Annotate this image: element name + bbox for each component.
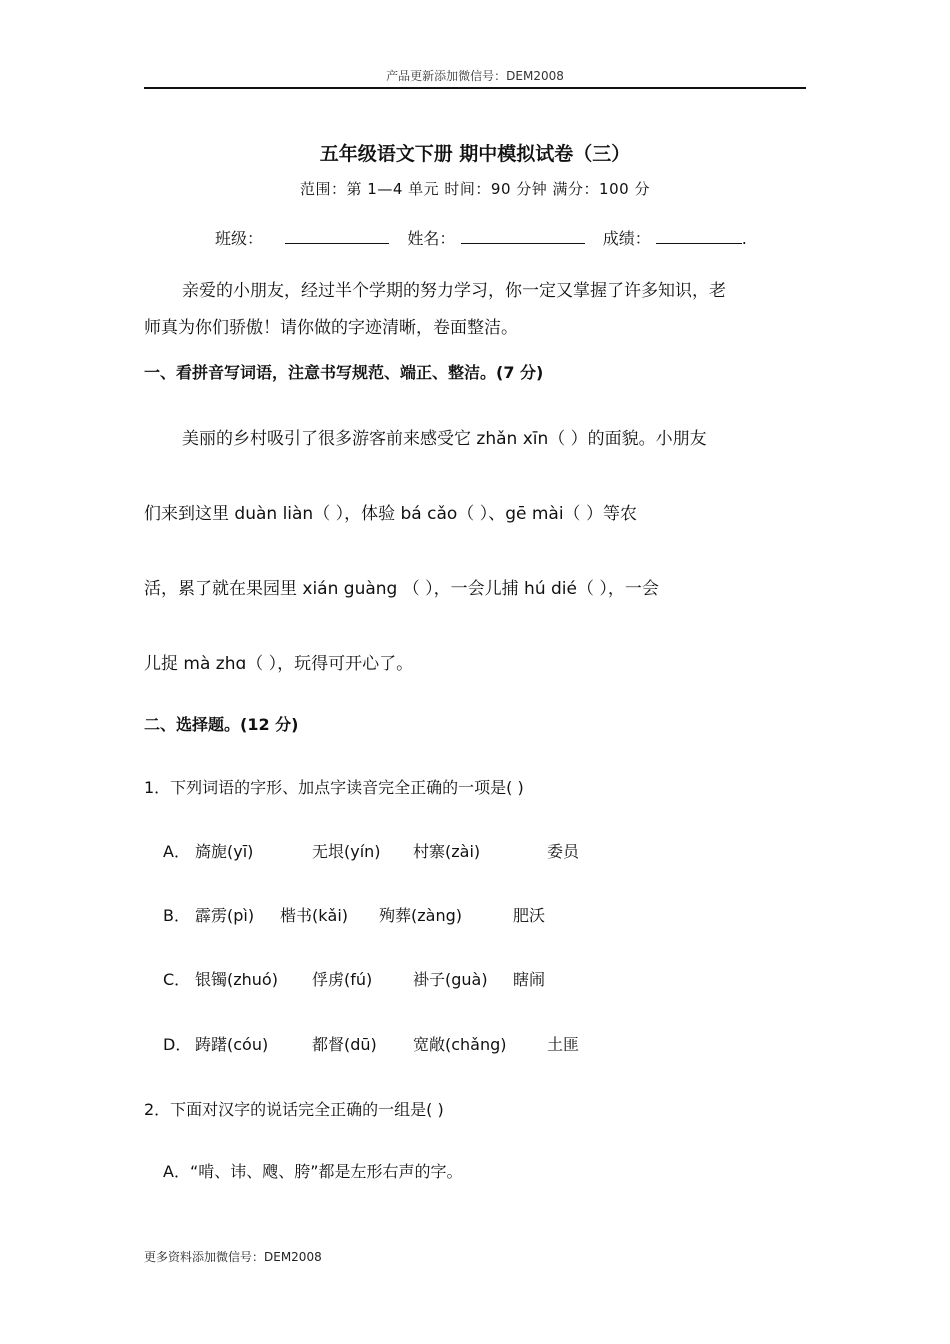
exam-title: 五年级语文下册 期中模拟试卷（三） [319, 143, 631, 165]
q2-option-a: A．“啃、讳、飕、胯”都是左形右声的字。 [163, 1162, 463, 1181]
section1-line-3: 活，累了就在果园里 xián guàng （ ），一会儿捕 hú dié（ ），一会 [144, 579, 659, 599]
option-word-3: 殉葬(zàng) [379, 906, 462, 925]
option-word-3: 宽敞(chǎng) [413, 1035, 507, 1054]
section1-heading: 一、看拼音写词语，注意书写规范、端正、整洁。(7 分) [144, 363, 544, 382]
q1-option-d [0, 1032, 950, 1056]
option-word-3: 村寨(zài) [413, 842, 481, 861]
header-note: 产品更新添加微信号：DEM2008 [386, 69, 564, 83]
header-rule [144, 87, 806, 89]
footer-note: 更多资料添加微信号：DEM2008 [144, 1250, 322, 1264]
q1-option-b [0, 903, 950, 927]
option-word-2: 无垠(yín) [312, 842, 381, 861]
name-label: 姓名： [407, 229, 456, 248]
option-word-4: 肥沃 [513, 906, 546, 925]
option-word-1: 踌躇(cóu) [195, 1035, 269, 1054]
section1-line-1: 美丽的乡村吸引了很多游客前来感受它 zhǎn xīn（ ）的面貌。小朋友 [182, 429, 707, 449]
class-label: 班级： [215, 229, 264, 248]
option-word-2: 楷书(kǎi) [280, 906, 349, 925]
class-blank[interactable] [285, 227, 389, 244]
q1-stem: 1．下列词语的字形、加点字读音完全正确的一项是( ) [144, 778, 524, 797]
option-word-1: 旖旎(yī) [195, 842, 254, 861]
option-word-2: 都督(dū) [312, 1035, 377, 1054]
option-letter: B． [163, 906, 190, 925]
score-blank[interactable] [656, 227, 742, 244]
score-label: 成绩： [602, 229, 651, 248]
option-word-4: 委员 [547, 842, 580, 861]
section2-heading: 二、选择题。(12 分) [144, 715, 299, 734]
option-word-2: 俘虏(fú) [312, 970, 373, 989]
q1-option-a [0, 839, 950, 863]
option-word-1: 霹雳(pì) [195, 906, 255, 925]
option-word-3: 褂子(guà) [413, 970, 488, 989]
q2-stem: 2．下面对汉字的说话完全正确的一组是( ) [144, 1100, 444, 1119]
option-word-4: 瞎闹 [513, 970, 546, 989]
option-letter: C． [163, 970, 191, 989]
q1-option-c [0, 967, 950, 991]
student-info-row [215, 226, 747, 249]
option-letter: A． [163, 842, 190, 861]
option-word-4: 土匪 [547, 1035, 580, 1054]
option-word-1: 银镯(zhuó) [195, 970, 278, 989]
section1-line-2: 们来到这里 duàn liàn（ ），体验 bá cǎo（ ）、gē mài（ ）等农 [144, 504, 637, 524]
intro-line-2: 师真为你们骄傲！请你做的字迹清晰，卷面整洁。 [144, 318, 518, 338]
intro-line-1: 亲爱的小朋友，经过半个学期的努力学习，你一定又掌握了许多知识，老 [182, 281, 726, 301]
section1-line-4: 儿捉 mà zhɑ（ ），玩得可开心了。 [144, 654, 414, 674]
info-end-mark: . [741, 229, 747, 248]
option-letter: D． [163, 1035, 192, 1054]
exam-meta: 范围：第 1—4 单元 时间：90 分钟 满分：100 分 [300, 180, 650, 198]
name-blank[interactable] [461, 227, 585, 244]
